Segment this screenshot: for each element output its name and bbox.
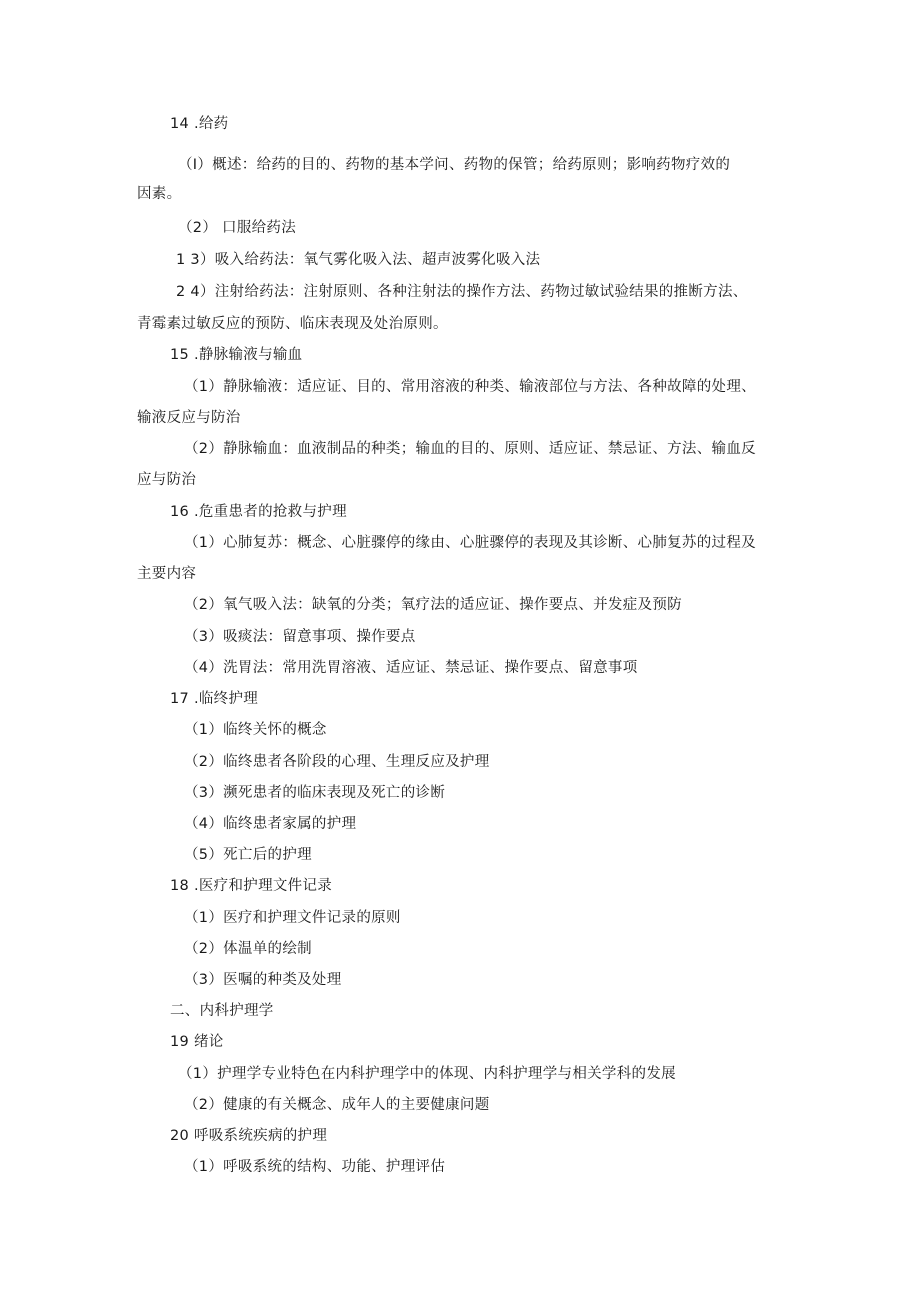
list-item: （1）呼吸系统的结构、功能、护理评估 bbox=[184, 1159, 446, 1175]
list-item: （2） 口服给药法 bbox=[178, 220, 297, 236]
section-heading-14: 14 .给药 bbox=[170, 116, 229, 132]
list-item: 1 3）吸入给药法：氧气雾化吸入法、超声波雾化吸入法 bbox=[176, 252, 541, 268]
section-heading-17: 17 .临终护理 bbox=[170, 691, 259, 707]
paragraph-line: 应与防治 bbox=[137, 472, 197, 488]
section-heading-16: 16 .危重患者的抢救与护理 bbox=[170, 504, 347, 520]
chapter-heading: 二、内科护理学 bbox=[170, 1003, 274, 1019]
list-item: （3）吸痰法：留意事项、操作要点 bbox=[184, 629, 416, 645]
list-item: （2）静脉输血：血液制品的种类；输血的目的、原则、适应证、禁忌证、方法、输血反 bbox=[184, 441, 756, 457]
list-item: （2）氧气吸入法：缺氧的分类；氧疗法的适应证、操作要点、并发症及预防 bbox=[184, 597, 682, 613]
paragraph-line: 输液反应与防治 bbox=[137, 410, 241, 426]
list-item: （1）静脉输液：适应证、目的、常用溶液的种类、输液部位与方法、各种故障的处理、 bbox=[184, 379, 756, 395]
paragraph-line: （I）概述：给药的目的、药物的基本学问、药物的保管；给药原则；影响药物疗效的 bbox=[178, 157, 731, 173]
list-item: （3）医嘱的种类及处理 bbox=[184, 972, 342, 988]
list-item: （1）医疗和护理文件记录的原则 bbox=[184, 910, 401, 926]
list-item: （5）死亡后的护理 bbox=[184, 847, 312, 863]
section-heading-18: 18 .医疗和护理文件记录 bbox=[170, 878, 333, 894]
list-item: 2 4）注射给药法：注射原则、各种注射法的操作方法、药物过敏试验结果的推断方法、 bbox=[176, 284, 748, 300]
paragraph-line: 主要内容 bbox=[137, 566, 197, 582]
section-heading-15: 15 .静脉输液与输血 bbox=[170, 347, 303, 363]
paragraph-line: 因素。 bbox=[137, 186, 182, 202]
list-item: （1）心肺复苏：概念、心脏骤停的缘由、心脏骤停的表现及其诊断、心肺复苏的过程及 bbox=[184, 535, 756, 551]
list-item: （4）洗胃法：常用洗胃溶液、适应证、禁忌证、操作要点、留意事项 bbox=[184, 660, 638, 676]
paragraph-line: 青霉素过敏反应的预防、临床表现及处治原则。 bbox=[137, 316, 448, 332]
section-heading-19: 19 绪论 bbox=[170, 1034, 224, 1050]
list-item: （3）濒死患者的临床表现及死亡的诊断 bbox=[184, 785, 446, 801]
section-heading-20: 20 呼吸系统疾病的护理 bbox=[170, 1128, 328, 1144]
list-item: （1）护理学专业特色在内科护理学中的体现、内科护理学与相关学科的发展 bbox=[178, 1066, 676, 1082]
list-item: （4）临终患者家属的护理 bbox=[184, 816, 357, 832]
list-item: （2）体温单的绘制 bbox=[184, 941, 312, 957]
list-item: （2）健康的有关概念、成年人的主要健康问题 bbox=[184, 1097, 490, 1113]
list-item: （2）临终患者各阶段的心理、生理反应及护理 bbox=[184, 754, 490, 770]
list-item: （1）临终关怀的概念 bbox=[184, 722, 327, 738]
